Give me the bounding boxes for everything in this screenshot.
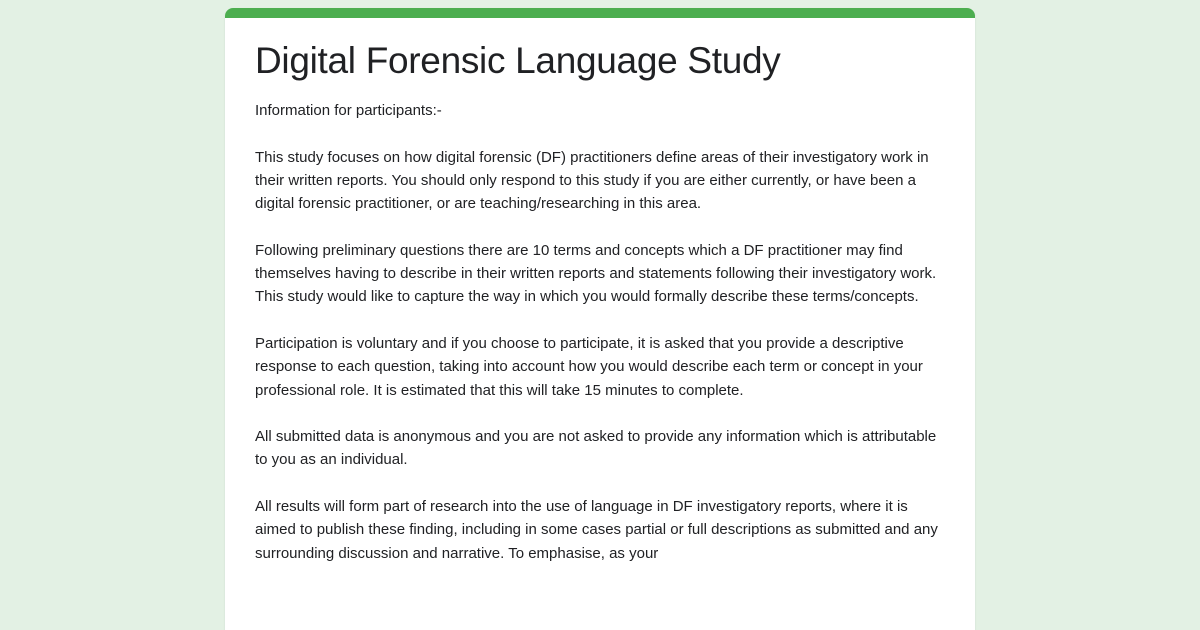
card-body	[255, 39, 945, 588]
description-paragraph: All submitted data is anonymous and you are not asked to provide any information which is attributable to you as an individual.	[255, 428, 937, 469]
card-accent-bar	[225, 8, 975, 18]
description-paragraph: This study focuses on how digital forensic (DF) practitioners define areas of their investigatory work in their written reports. You should only respond to this study if you are either currently, or have been a digital forensic practitioner, or are teaching/researching in this area.	[255, 148, 929, 213]
description-paragraph: Information for participants:-	[255, 102, 442, 119]
form-title: Digital Forensic Language Study	[255, 40, 781, 81]
description-paragraph: All results will form part of research into the use of language in DF investigatory reports, where it is aimed to publish these finding, including in some cases partial or full descriptions as submitted and any surrounding discussion and narrative. To emphasise, as your	[255, 498, 938, 562]
description-paragraph: Following preliminary questions there are 10 terms and concepts which a DF practitioner may find themselves having to describe in their written reports and statements following their investigatory work. This study would like to capture the way in which you would formally describe these terms/concepts.	[255, 241, 937, 306]
description-paragraph: Participation is voluntary and if you choose to participate, it is asked that you provide a descriptive response to each question, taking into account how you would describe each term or concept in your professional role. It is estimated that this will take 15 minutes to complete.	[255, 334, 923, 399]
form-description	[255, 99, 945, 565]
form-header-card	[225, 8, 975, 630]
